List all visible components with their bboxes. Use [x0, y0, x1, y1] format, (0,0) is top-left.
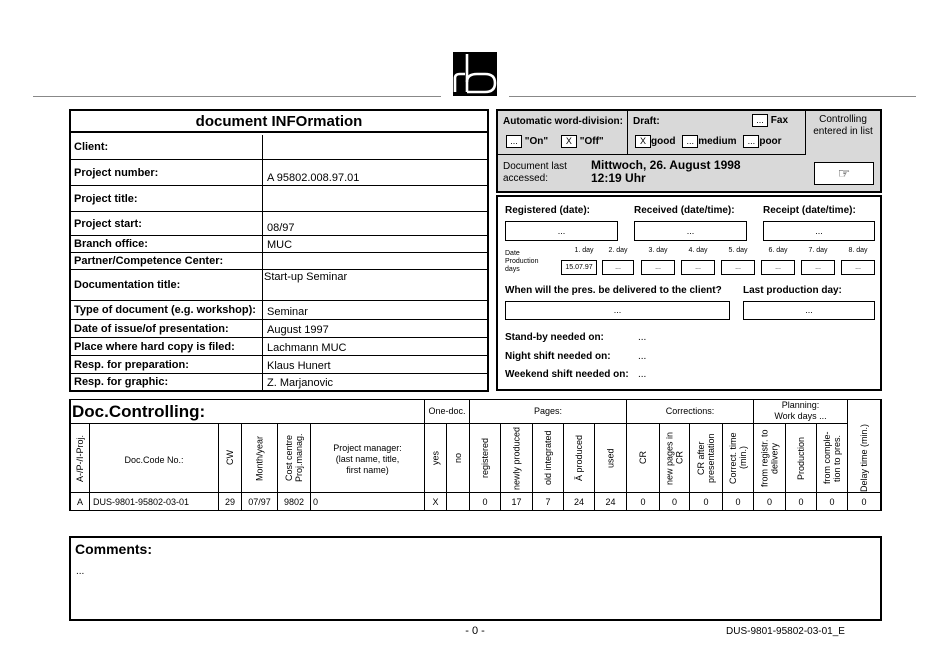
info-label: Resp. for graphic: [71, 374, 263, 390]
registered-field[interactable]: ... [505, 221, 618, 241]
planning-header [754, 400, 847, 422]
info-row-hard-copy-place [71, 338, 487, 356]
day7-field[interactable]: ... [801, 260, 835, 275]
info-value [267, 186, 487, 211]
one-doc-header: One-doc. [428, 406, 466, 416]
word-division-off-checkbox[interactable]: X [561, 135, 577, 148]
cell-aproj: A [76, 497, 83, 507]
day4-field[interactable]: ... [681, 260, 715, 275]
standby-label: Stand-by needed on: [505, 332, 604, 343]
weekend-shift-label: Weekend shift needed on: [505, 369, 629, 380]
day3-field[interactable]: ... [641, 260, 675, 275]
info-row-resp-graphic [71, 374, 487, 390]
day2-label: 2. day [608, 247, 628, 254]
weekend-shift-value[interactable]: ... [638, 369, 647, 380]
cell-newly: 17 [511, 497, 522, 507]
info-row-project-number [71, 160, 487, 186]
day8-label: 8. day [848, 247, 868, 254]
info-value [267, 253, 487, 269]
last-day-label: Last production day: [743, 285, 842, 296]
doc-controlling-table [69, 399, 882, 511]
col-code: Doc.Code No.: [124, 455, 184, 465]
info-label: Project start: [71, 212, 263, 235]
word-division-on-label: "On" [524, 136, 549, 148]
info-value [267, 135, 487, 159]
info-row-client [71, 135, 487, 160]
info-label: Branch office: [71, 236, 263, 252]
draft-good-label: good [651, 136, 676, 148]
pm-line2: (last name, title, [335, 454, 400, 464]
days-label: days [505, 266, 520, 273]
doc-controlling-title: Doc.Controlling: [72, 402, 206, 421]
planning-line2: Work days ... [774, 411, 827, 421]
info-value: Start-up Seminar [264, 271, 348, 283]
info-value: August 1997 [267, 324, 329, 336]
word-division-cell [498, 111, 628, 155]
deliver-label: When will the pres. be delivered to the client? [505, 285, 722, 296]
pm-line3: first name) [346, 465, 389, 475]
document-info-title: document INFOrmation [71, 111, 487, 133]
col-newly-produced: newly produced [511, 426, 522, 490]
page-number: - 0 - [465, 625, 485, 637]
cell-registered: 0 [482, 497, 488, 507]
header-rule-right [509, 96, 916, 97]
receipt-label: Receipt (date/time): [763, 205, 856, 216]
info-value: MUC [267, 239, 293, 251]
col-registered: registered [480, 437, 490, 479]
draft-title: Draft: [633, 116, 660, 127]
col-cost-centre: Cost centre Proj.manag. [284, 433, 304, 483]
cell-a-produced: 24 [573, 497, 584, 507]
col-cr: CR [638, 451, 648, 465]
cell-used: 24 [605, 497, 616, 507]
document-info-table [69, 109, 489, 392]
day1-label: 1. day [574, 247, 594, 254]
pointing-hand-icon: ☞ [837, 165, 851, 181]
controlling-cell [806, 111, 880, 191]
controlling-label: Controlling entered in list [813, 114, 873, 137]
header-rule-left [33, 96, 441, 97]
info-row-date-of-issue [71, 320, 487, 338]
draft-poor-label: poor [759, 136, 782, 148]
cell-old: 7 [545, 497, 551, 507]
info-value: 08/97 [267, 222, 295, 234]
controlling-hand-button[interactable] [814, 162, 874, 185]
cell-pm: 0 [313, 497, 319, 507]
night-shift-value[interactable]: ... [638, 351, 647, 362]
day3-label: 3. day [648, 247, 668, 254]
footer-doc-code: DUS-9801-95802-03-01_E [726, 626, 845, 637]
word-division-on-checkbox[interactable]: ... [506, 135, 522, 148]
day8-field[interactable]: ... [841, 260, 875, 275]
access-label-line1: Document last [503, 161, 567, 172]
draft-medium-checkbox[interactable]: ... [682, 135, 698, 148]
comments-field[interactable]: ... [76, 566, 85, 577]
day6-field[interactable]: ... [761, 260, 795, 275]
col-yes: yes [430, 451, 441, 466]
col-project-manager [311, 443, 424, 476]
cell-production: 0 [798, 497, 804, 507]
cell-cw: 29 [224, 497, 235, 507]
access-date: Mittwoch, 26. August 1998 [591, 158, 741, 172]
standby-value[interactable]: ... [638, 332, 647, 343]
received-field[interactable]: ... [634, 221, 747, 241]
col-a-produced: Ä produced [574, 434, 584, 482]
info-row-partner-center [71, 253, 487, 270]
word-division-off-label: "Off" [579, 136, 604, 148]
registered-label: Registered (date): [505, 205, 591, 216]
info-value: Z. Marjanovic [267, 377, 334, 389]
cell-new-pages: 0 [671, 497, 677, 507]
col-from-completion: from comple- tion to pres. [822, 431, 842, 485]
col-no: no [453, 453, 463, 464]
col-production: Production [796, 436, 806, 480]
last-access-cell [498, 155, 806, 191]
settings-box [496, 109, 882, 193]
draft-poor-checkbox[interactable]: ... [743, 135, 759, 148]
draft-medium-label: medium [698, 136, 737, 148]
date-label: Date [505, 250, 520, 257]
word-division-title: Automatic word-division: [503, 116, 623, 127]
rb-logo [453, 52, 497, 96]
info-row-documentation-title [71, 270, 487, 301]
day6-label: 6. day [768, 247, 788, 254]
col-correction-time: Correct. time (min.) [728, 432, 748, 484]
info-value: Lachmann MUC [267, 342, 347, 354]
info-row-project-title [71, 186, 487, 212]
cell-corr-time: 0 [735, 497, 741, 507]
info-value: A 95802.008.97.01 [267, 172, 360, 184]
draft-good-checkbox[interactable]: X [635, 135, 651, 148]
cell-code: DUS-9801-95802-03-01 [93, 497, 190, 507]
cell-month: 07/97 [248, 497, 271, 507]
access-label-line2: accessed: [503, 173, 549, 184]
info-row-project-start [71, 212, 487, 236]
pages-header: Pages: [533, 406, 563, 416]
deliver-field[interactable]: ... [505, 301, 730, 320]
day5-field[interactable]: ... [721, 260, 755, 275]
cell-from-comp: 0 [829, 497, 835, 507]
corrections-header: Corrections: [665, 406, 715, 416]
access-time: 12:19 Uhr [591, 171, 646, 185]
info-row-document-type [71, 301, 487, 320]
info-label: Resp. for preparation: [71, 356, 263, 373]
col-month: Month/year [254, 435, 265, 481]
info-value: Seminar [267, 306, 308, 318]
cell-yes: X [432, 497, 439, 507]
info-label: Client: [71, 135, 263, 159]
info-label: Documentation title: [71, 270, 263, 300]
col-new-pages-cr: new pages in CR [664, 431, 685, 485]
info-label: Partner/Competence Center: [71, 253, 263, 269]
col-old-integrated: old integrated [543, 430, 553, 486]
col-delay-time: Delay time (min.) [859, 423, 869, 492]
day1-field[interactable]: 15.07.97 [561, 260, 597, 275]
col-aproj: A-/P-/I-Proj. [75, 434, 85, 482]
planning-line1: Planning: [781, 400, 820, 410]
col-used: used [605, 448, 616, 468]
day5-label: 5. day [728, 247, 748, 254]
info-label: Type of document (e.g. workshop): [71, 301, 263, 319]
draft-cell [628, 111, 806, 155]
info-label: Date of issue/of presentation: [71, 320, 263, 337]
day7-label: 7. day [808, 247, 828, 254]
last-day-field[interactable]: ... [743, 301, 875, 320]
production-label: Production [505, 258, 539, 265]
info-label: Project number: [71, 160, 263, 185]
fax-checkbox[interactable]: ... [752, 114, 768, 127]
info-value: Klaus Hunert [267, 360, 331, 372]
cell-cr-after: 0 [703, 497, 709, 507]
comments-box [69, 536, 882, 621]
cell-delay: 0 [861, 497, 867, 507]
night-shift-label: Night shift needed on: [505, 351, 611, 362]
received-label: Received (date/time): [634, 205, 735, 216]
comments-title: Comments: [75, 541, 153, 557]
info-label: Project title: [71, 186, 263, 211]
col-from-registration: from registr. to delivery [759, 429, 780, 487]
receipt-field[interactable]: ... [763, 221, 875, 241]
cell-cr: 0 [640, 497, 646, 507]
col-cr-after-presentation: CR after presentation [696, 433, 716, 483]
rb-logo-icon [453, 52, 497, 96]
production-box [496, 195, 882, 391]
day2-field[interactable]: ... [602, 260, 634, 275]
pm-line1: Project manager: [333, 443, 402, 453]
info-row-branch-office [71, 236, 487, 253]
col-cw: CW [225, 450, 235, 466]
cell-from-reg: 0 [766, 497, 772, 507]
cell-cost: 9802 [283, 497, 305, 507]
info-row-resp-preparation [71, 356, 487, 374]
fax-label: Fax [770, 115, 789, 127]
day4-label: 4. day [688, 247, 708, 254]
info-label: Place where hard copy is filed: [71, 338, 263, 355]
